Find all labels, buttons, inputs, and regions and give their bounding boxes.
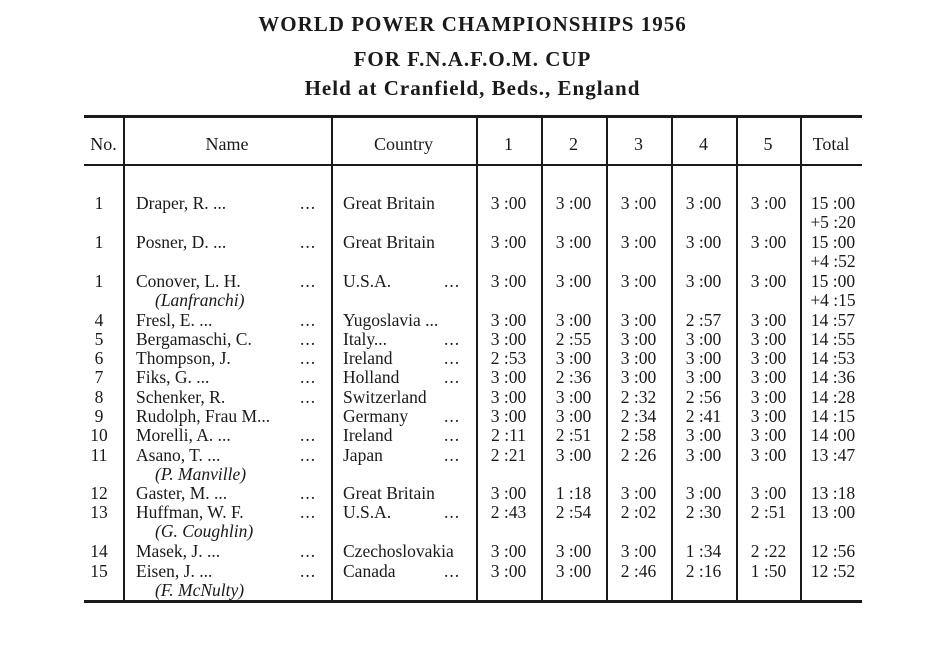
flight-time: 3 :00 (750, 271, 787, 291)
row-number: 12 (90, 483, 108, 503)
flyoff-time: +4 :52 (810, 251, 856, 271)
competitor-name: Fiks, G. ... (136, 367, 210, 387)
flight-time: 2 :30 (685, 502, 722, 522)
flight-time: 3 :00 (490, 406, 527, 426)
total-time: 12 :56 (810, 541, 856, 561)
name-leader-dots: ... (300, 310, 317, 330)
column-header: 2 (569, 134, 578, 154)
flyoff-time: +5 :20 (810, 212, 856, 232)
flight-time: 3 :00 (685, 425, 722, 445)
competitor-name: Eisen, J. ... (136, 561, 213, 581)
flight-time: 3 :00 (685, 232, 722, 252)
flight-time: 3 :00 (685, 445, 722, 465)
country-name: Great Britain (343, 483, 435, 503)
flight-time: 2 :41 (685, 406, 722, 426)
flight-time: 3 :00 (620, 541, 657, 561)
flight-time: 3 :00 (555, 310, 592, 330)
flight-time: 2 :55 (555, 329, 592, 349)
document-subtitle: FOR F.N.A.F.O.M. CUP (353, 47, 592, 71)
flight-time: 2 :34 (620, 406, 657, 426)
flight-time: 3 :00 (620, 483, 657, 503)
flight-time: 2 :16 (685, 561, 722, 581)
name-leader-dots: ... (300, 329, 317, 349)
flight-time: 2 :54 (555, 502, 592, 522)
flight-time: 2 :58 (620, 425, 657, 445)
flyoff-time: +4 :15 (810, 290, 856, 310)
name-leader-dots: ... (300, 387, 317, 407)
row-number: 9 (94, 406, 104, 426)
flight-time: 2 :53 (490, 348, 527, 368)
competitor-name: Rudolph, Frau M... (136, 406, 271, 426)
column-divider (331, 118, 333, 600)
country-name: Japan (343, 445, 383, 465)
column-header: Country (373, 134, 433, 154)
flight-time: 3 :00 (555, 232, 592, 252)
row-number: 10 (90, 425, 108, 445)
country-name: Germany (343, 406, 409, 426)
flight-time: 3 :00 (490, 367, 527, 387)
flight-time: 2 :51 (750, 502, 787, 522)
name-leader-dots: ... (300, 271, 317, 291)
row-number: 13 (90, 502, 108, 522)
total-time: 13 :00 (810, 502, 856, 522)
flight-time: 3 :00 (620, 348, 657, 368)
country-name: Holland (343, 367, 400, 387)
column-header: Total (812, 134, 850, 154)
country-leader-dots: ... (444, 561, 461, 581)
flight-time: 3 :00 (490, 483, 527, 503)
country-leader-dots: ... (444, 502, 461, 522)
row-number: 4 (94, 310, 104, 330)
flight-time: 3 :00 (685, 483, 722, 503)
row-number: 11 (90, 445, 108, 465)
flight-time: 3 :00 (490, 310, 527, 330)
flight-time: 2 :22 (750, 541, 787, 561)
country-name: Ireland (343, 425, 393, 445)
flight-time: 3 :00 (620, 367, 657, 387)
row-number: 14 (90, 541, 108, 561)
country-leader-dots: ... (444, 425, 461, 445)
flight-time: 3 :00 (490, 193, 527, 213)
row-number: 15 (90, 561, 108, 581)
flight-time: 3 :00 (750, 483, 787, 503)
flight-time: 1 :50 (750, 561, 787, 581)
flight-time: 1 :18 (555, 483, 592, 503)
flight-time: 3 :00 (750, 310, 787, 330)
flight-time: 3 :00 (685, 193, 722, 213)
table-top-rule (84, 115, 862, 118)
country-name: Yugoslavia ... (343, 310, 439, 330)
name-leader-dots: ... (300, 425, 317, 445)
flight-time: 3 :00 (555, 348, 592, 368)
flight-time: 3 :00 (555, 193, 592, 213)
team-manager: (F. McNulty) (155, 580, 245, 600)
flight-time: 3 :00 (490, 387, 527, 407)
column-divider (123, 118, 125, 600)
flight-time: 3 :00 (750, 329, 787, 349)
country-leader-dots: ... (444, 271, 461, 291)
flight-time: 3 :00 (555, 541, 592, 561)
country-name: Great Britain (343, 193, 435, 213)
name-leader-dots: ... (300, 348, 317, 368)
flight-time: 3 :00 (490, 561, 527, 581)
flight-time: 2 :21 (490, 445, 527, 465)
document-venue: Held at Cranfield, Beds., England (304, 76, 641, 100)
flight-time: 3 :00 (685, 348, 722, 368)
column-header: 4 (699, 134, 708, 154)
name-leader-dots: ... (300, 541, 317, 561)
flight-time: 2 :02 (620, 502, 657, 522)
total-time: 12 :52 (810, 561, 856, 581)
flight-time: 2 :43 (490, 502, 527, 522)
name-leader-dots: ... (300, 483, 317, 503)
row-number: 1 (94, 271, 104, 291)
total-time: 14 :55 (810, 329, 856, 349)
flight-time: 2 :26 (620, 445, 657, 465)
name-leader-dots: ... (300, 502, 317, 522)
total-time: 15 :00 (810, 232, 856, 252)
country-name: Czechoslovakia (343, 541, 454, 561)
flight-time: 2 :51 (555, 425, 592, 445)
country-name: Canada (343, 561, 396, 581)
flight-time: 3 :00 (620, 329, 657, 349)
total-time: 14 :57 (810, 310, 856, 330)
competitor-name: Schenker, R. (136, 387, 226, 407)
total-time: 14 :28 (810, 387, 856, 407)
column-header: 1 (504, 134, 513, 154)
team-manager: (G. Coughlin) (155, 521, 254, 541)
country-leader-dots: ... (444, 329, 461, 349)
total-time: 13 :47 (810, 445, 856, 465)
flight-time: 3 :00 (620, 271, 657, 291)
row-number: 6 (94, 348, 104, 368)
total-time: 14 :15 (810, 406, 856, 426)
flight-time: 3 :00 (750, 425, 787, 445)
flight-time: 3 :00 (750, 445, 787, 465)
name-leader-dots: ... (300, 193, 317, 213)
team-manager: (P. Manville) (155, 464, 247, 484)
flight-time: 3 :00 (750, 406, 787, 426)
country-name: U.S.A. (343, 271, 392, 291)
flight-time: 3 :00 (620, 310, 657, 330)
country-leader-dots: ... (444, 348, 461, 368)
competitor-name: Gaster, M. ... (136, 483, 228, 503)
flight-time: 3 :00 (490, 329, 527, 349)
total-time: 15 :00 (810, 193, 856, 213)
flight-time: 3 :00 (555, 561, 592, 581)
total-time: 14 :53 (810, 348, 856, 368)
competitor-name: Posner, D. ... (136, 232, 227, 252)
flight-time: 3 :00 (555, 445, 592, 465)
flight-time: 3 :00 (490, 232, 527, 252)
flight-time: 1 :34 (685, 541, 722, 561)
table-header-rule (84, 164, 862, 166)
row-number: 8 (94, 387, 104, 407)
flight-time: 3 :00 (555, 387, 592, 407)
total-time: 14 :00 (810, 425, 856, 445)
name-leader-dots: ... (300, 367, 317, 387)
flight-time: 3 :00 (750, 193, 787, 213)
competitor-name: Bergamaschi, C. (136, 329, 252, 349)
competitor-name: Asano, T. ... (136, 445, 221, 465)
country-leader-dots: ... (444, 445, 461, 465)
country-name: U.S.A. (343, 502, 392, 522)
name-leader-dots: ... (300, 561, 317, 581)
name-leader-dots: ... (300, 445, 317, 465)
competitor-name: Thompson, J. (136, 348, 231, 368)
column-header: No. (90, 134, 117, 154)
row-number: 1 (94, 193, 104, 213)
row-number: 5 (94, 329, 104, 349)
flight-time: 2 :57 (685, 310, 722, 330)
total-time: 13 :18 (810, 483, 856, 503)
competitor-name: Fresl, E. ... (136, 310, 213, 330)
team-manager: (Lanfranchi) (155, 290, 245, 310)
flight-time: 3 :00 (555, 271, 592, 291)
competitor-name: Draper, R. ... (136, 193, 227, 213)
flight-time: 2 :32 (620, 387, 657, 407)
flight-time: 3 :00 (750, 348, 787, 368)
flight-time: 3 :00 (750, 387, 787, 407)
flight-time: 3 :00 (490, 541, 527, 561)
competitor-name: Masek, J. ... (136, 541, 221, 561)
flight-time: 3 :00 (620, 232, 657, 252)
row-number: 1 (94, 232, 104, 252)
country-leader-dots: ... (444, 406, 461, 426)
flight-time: 2 :36 (555, 367, 592, 387)
row-number: 7 (94, 367, 104, 387)
flight-time: 3 :00 (685, 367, 722, 387)
total-time: 14 :36 (810, 367, 856, 387)
flight-time: 2 :11 (491, 425, 526, 445)
column-header: 3 (634, 134, 643, 154)
flight-time: 3 :00 (490, 271, 527, 291)
total-time: 15 :00 (810, 271, 856, 291)
competitor-name: Huffman, W. F. (136, 502, 244, 522)
document-title: WORLD POWER CHAMPIONSHIPS 1956 (258, 12, 687, 36)
country-name: Great Britain (343, 232, 435, 252)
flight-time: 2 :56 (685, 387, 722, 407)
competitor-name: Morelli, A. ... (136, 425, 231, 445)
flight-time: 3 :00 (685, 329, 722, 349)
name-leader-dots: ... (300, 232, 317, 252)
column-header: 5 (763, 134, 773, 154)
country-name: Italy... (343, 329, 388, 349)
competitor-name: Conover, L. H. (136, 271, 241, 291)
country-name: Switzerland (343, 387, 427, 407)
flight-time: 3 :00 (750, 367, 787, 387)
column-header: Name (205, 134, 249, 154)
flight-time: 3 :00 (685, 271, 722, 291)
flight-time: 3 :00 (620, 193, 657, 213)
country-name: Ireland (343, 348, 393, 368)
flight-time: 3 :00 (555, 406, 592, 426)
flight-time: 2 :46 (620, 561, 657, 581)
country-leader-dots: ... (444, 367, 461, 387)
table-bottom-rule (84, 600, 862, 603)
flight-time: 3 :00 (750, 232, 787, 252)
